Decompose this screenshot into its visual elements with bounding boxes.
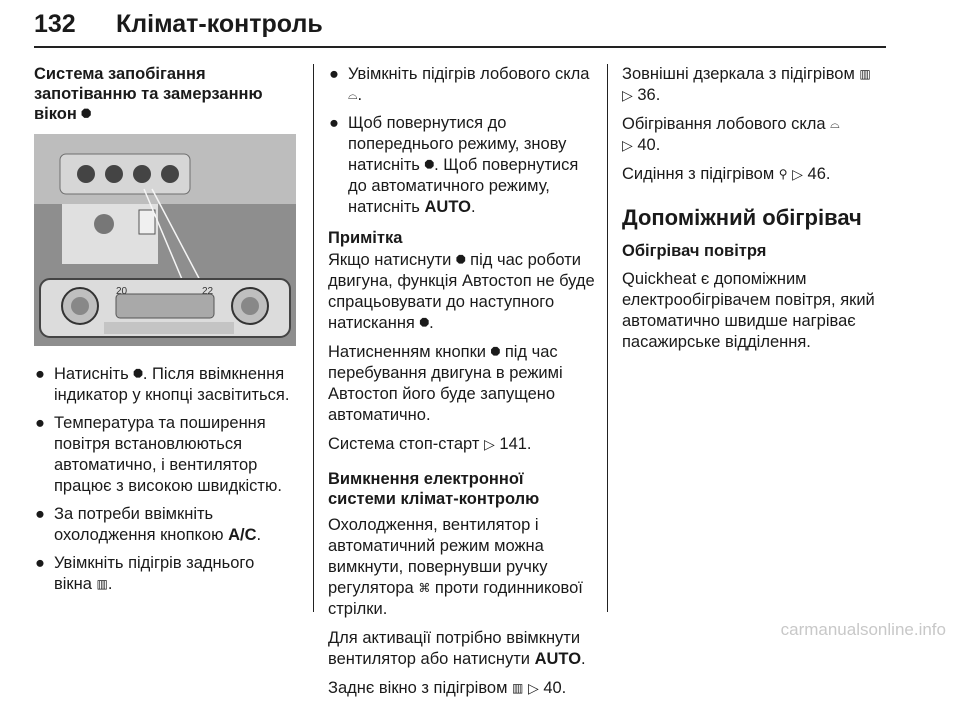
windscreen-max-defrost-icon: ⯃ xyxy=(133,367,143,381)
heading-auxiliary-heater: Допоміжний обігрівач xyxy=(622,205,862,230)
defrost-steps-list-continued xyxy=(328,64,596,218)
reference-stop-start: Система стоп-старт ▷ 141. xyxy=(328,435,532,453)
windscreen-max-defrost-icon: ⯃ xyxy=(455,253,466,267)
list-item: ● Увімкніть підігрів заднього вікна ▥. xyxy=(35,554,255,593)
column-1 xyxy=(34,64,296,602)
list-item: ● За потреби ввімкніть охолодження кнопкою A/C. xyxy=(35,505,262,544)
reference-mirrors: Зовнішні дзеркала з підігрівом ▥ ▷ 36. xyxy=(622,65,871,104)
sub-heading-climate-off: Вимкнення електронної системи клімат-контролю xyxy=(328,470,540,508)
windscreen-max-defrost-icon: ⯃ xyxy=(81,107,92,121)
sub-heading-air-heater: Обігрівач повітря xyxy=(622,242,767,260)
chapter-title: Клімат-контроль xyxy=(116,10,323,38)
list-item: ● Увімкніть підігрів лобового скла ⌓. xyxy=(329,65,590,104)
reference-rear-window: Заднє вікно з підігрівом ▥ ▷ 40. xyxy=(328,679,567,697)
rear-window-heating-icon: ▥ xyxy=(512,681,524,695)
note-paragraph-2: Натисненням кнопки ⯃ під час перебування двигуна в режимі Автостоп його буде запущено автоматично. xyxy=(328,343,563,424)
windscreen-heating-icon: ⌓ xyxy=(348,88,358,102)
fan-icon: ⌘ xyxy=(418,581,431,595)
windscreen-max-defrost-icon: ⯃ xyxy=(424,158,435,172)
paragraph-climate-off: Охолодження, вентилятор і автоматичний режим можна вимкнути, повернувши ручку регулятора ⌘ проти годинникової стрілки. xyxy=(328,516,583,618)
note-heading: Примітка xyxy=(328,229,403,247)
list-item: ● Температура та поширення повітря встановлюються автоматично, і вентилятор працює з високою швидкістю. xyxy=(35,414,282,495)
seat-heating-icon: ⚲ xyxy=(778,167,788,181)
ac-button-label: A/C xyxy=(228,526,257,544)
windscreen-max-defrost-icon: ⯃ xyxy=(419,316,430,330)
reference-windscreen: Обігрівання лобового скла ⌓ ▷ 40. xyxy=(622,115,840,154)
header-divider xyxy=(34,46,886,48)
reference-arrow-icon: ▷ xyxy=(622,87,633,103)
section-heading-defrost: Система запобігання запотіванню та замерзанню вікон ⯃ xyxy=(34,65,263,123)
panel-temp-right: 22 xyxy=(202,286,214,297)
auto-button-label: AUTO xyxy=(534,650,582,668)
windscreen-max-defrost-icon: ⯃ xyxy=(490,345,501,359)
defrost-steps-list xyxy=(34,364,296,595)
watermark: carmanualsonline.info xyxy=(780,620,946,639)
column-3 xyxy=(622,64,888,361)
climate-control-panel-photo xyxy=(34,134,296,346)
column-divider-1 xyxy=(313,64,314,612)
paragraph-activate: Для активації потрібно ввімкнути вентилятор або натиснути AUTO. xyxy=(328,629,586,668)
reference-arrow-icon: ▷ xyxy=(527,680,539,696)
note-paragraph-1: Якщо натиснути ⯃ під час роботи двигуна, функція Автостоп не буде спрацьовувати до наступного натискання ⯃. xyxy=(328,251,595,332)
reference-arrow-icon: ▷ xyxy=(622,137,633,153)
column-2 xyxy=(328,64,596,707)
mirror-heating-icon: ▥ xyxy=(859,67,871,81)
panel-temp-left: 20 xyxy=(116,286,128,297)
rear-window-heating-icon: ▥ xyxy=(96,577,108,591)
paragraph-quickheat: Quickheat є допоміжним електрообігрівачем повітря, який автоматично швидше нагріває пасажирське відділення. xyxy=(622,270,875,351)
reference-seats: Сидіння з підігрівом ⚲ ▷ 46. xyxy=(622,165,831,183)
reference-arrow-icon: ▷ xyxy=(792,166,803,182)
windscreen-heating-icon: ⌓ xyxy=(830,117,840,131)
reference-arrow-icon: ▷ xyxy=(484,436,495,452)
page-header xyxy=(34,4,886,48)
list-item: ● Щоб повернутися до попереднього режиму, знову натисніть ⯃. Щоб повернутися до автоматичного режиму, натисніть AUTO. xyxy=(329,114,579,216)
page-number: 132 xyxy=(34,10,76,38)
auto-button-label: AUTO xyxy=(424,198,471,216)
column-divider-2 xyxy=(607,64,608,612)
list-item: ● Натисніть ⯃. Після ввімкнення індикатор у кнопці засвітиться. xyxy=(35,365,290,404)
